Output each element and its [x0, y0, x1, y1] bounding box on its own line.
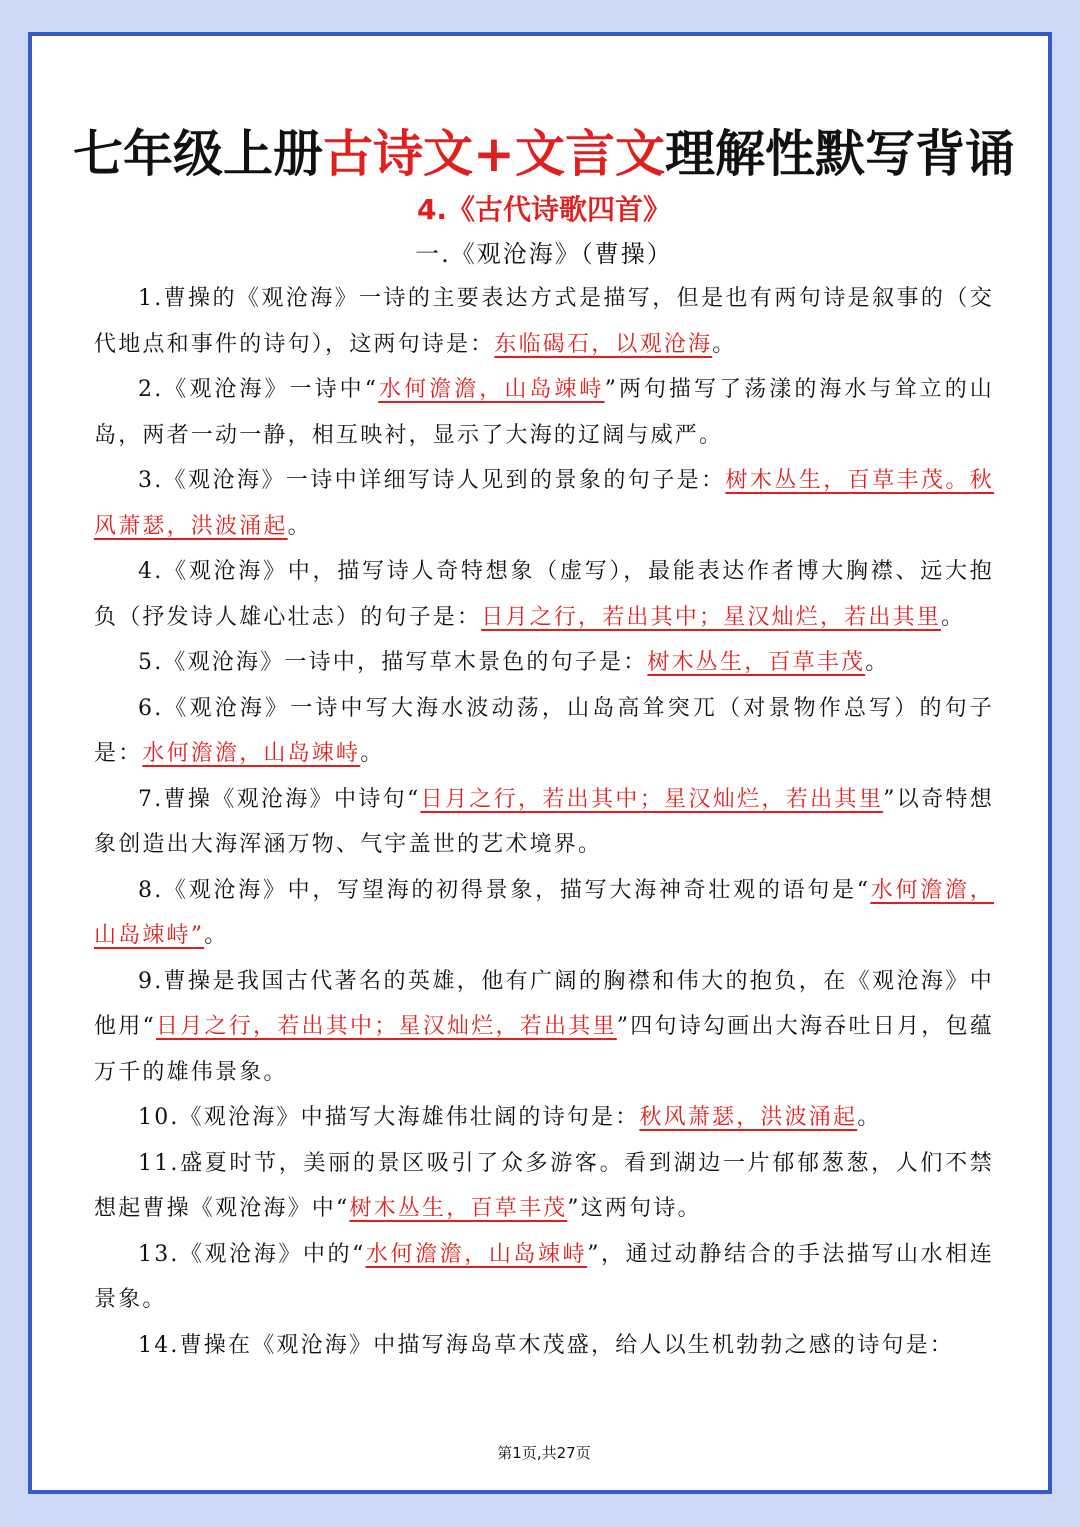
answer: 日月之行，若出其中；星汉灿烂，若出其里	[481, 604, 942, 630]
question-item: 5.《观沧海》一诗中，描写草木景色的句子是：树木丛生，百草丰茂。	[138, 650, 890, 675]
question-item: 7.曹操《观沧海》中诗句“日月之行，若出其中；星汉灿烂，若出其里”以奇特想象创造出大海浑涵万物、气宇盖世的艺术境界。	[94, 786, 995, 857]
title-part-1: 七年级上册	[73, 125, 324, 183]
page-number: 第1页,共27页	[497, 1444, 591, 1462]
lesson-subtitle: 4.《古代诗歌四首》	[416, 193, 672, 226]
answer: 树木丛生，百草丰茂	[647, 650, 866, 675]
question-item: 11.盛夏时节，美丽的景区吸引了众多游客。看到湖边一片郁郁葱葱，人们不禁想起曹操《观沧海》中“树木丛生，百草丰茂”这两句诗。	[94, 1150, 994, 1221]
question-item: 14.曹操在《观沧海》中描写海岛草木茂盛，给人以生机勃勃之感的诗句是：	[138, 1332, 954, 1358]
answer: 水何澹澹，山岛竦峙”	[94, 877, 994, 948]
page-title	[32, 114, 1056, 186]
answer: 树木丛生，百草丰茂	[349, 1196, 568, 1221]
question-item: 9.曹操是我国古代著名的英雄，他有广阔的胸襟和伟大的抱负，在《观沧海》中他用“日月之行，若出其中；星汉灿烂，若出其里”四句诗勾画出大海吞吐日月，包蕴万千的雄伟景象。	[94, 968, 994, 1085]
question-item: 3.《观沧海》一诗中详细写诗人见到的景象的句子是：树木丛生，百草丰茂。秋风萧瑟，洪波涌起。	[94, 468, 994, 539]
answer: 秋风萧瑟，洪波涌起	[639, 1105, 858, 1130]
question-item: 13.《观沧海》中的“水何澹澹，山岛竦峙”，通过动静结合的手法描写山水相连景象。	[94, 1241, 994, 1312]
title-part-2: 古诗文+文言文	[323, 125, 665, 183]
question-item: 4.《观沧海》中，描写诗人奇特想象（虚写），最能表达作者博大胸襟、远大抱负（抒发诗人雄心壮志）的句子是：日月之行，若出其中；星汉灿烂，若出其里。	[94, 559, 994, 630]
question-item: 2.《观沧海》一诗中“水何澹澹，山岛竦峙”两句描写了荡漾的海水与耸立的山岛，两者一动一静，相互映衬，显示了大海的辽阔与威严。	[94, 377, 994, 448]
section-heading: 一.《观沧海》（曹操）	[415, 240, 673, 268]
question-item: 6.《观沧海》一诗中写大海水波动荡，山岛高耸突兀（对景物作总写）的句子是：水何澹澹，山岛竦峙。	[94, 695, 994, 766]
answer: 日月之行，若出其中；星汉灿烂，若出其里	[155, 1014, 617, 1039]
answer: 水何澹澹，山岛竦峙	[142, 741, 361, 766]
question-item: 1.曹操的《观沧海》一诗的主要表达方式是描写，但是也有两句诗是叙事的（交代地点和事件的诗句），这两句诗是：东临碣石，以观沧海。	[94, 286, 994, 357]
question-list	[94, 276, 994, 1368]
document-page	[28, 32, 1052, 1494]
answer: 日月之行，若出其中；星汉灿烂，若出其里	[420, 786, 884, 812]
answer: 东临碣石，以观沧海	[494, 331, 713, 357]
question-item: 8.《观沧海》中，写望海的初得景象，描写大海神奇壮观的语句是“水何澹澹，山岛竦峙”。	[94, 877, 994, 948]
question-item: 10.《观沧海》中描写大海雄伟壮阔的诗句是：秋风萧瑟，洪波涌起。	[138, 1105, 882, 1130]
title-part-3: 理解性默写背诵	[664, 125, 1015, 183]
answer: 水何澹澹，山岛竦峙	[378, 377, 605, 402]
answer: 树木丛生，百草丰茂。秋风萧瑟，洪波涌起	[94, 468, 994, 539]
answer: 水何澹澹，山岛竦峙	[365, 1241, 588, 1267]
